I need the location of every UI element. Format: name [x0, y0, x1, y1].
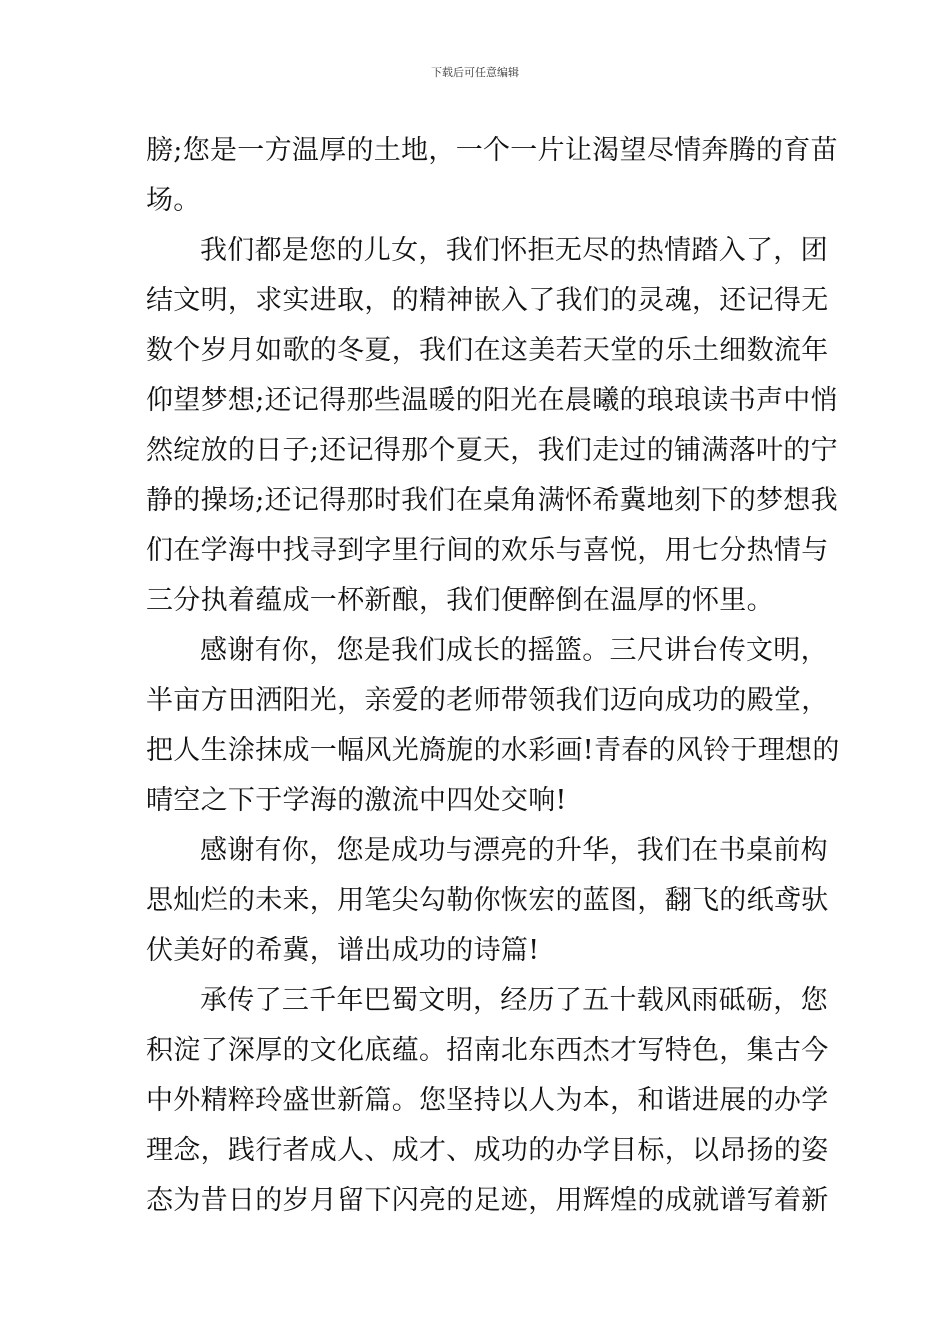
page-header: 下载后可任意编辑: [431, 66, 519, 79]
text-line: 三分执着蕴成一杯新酿，我们便醉倒在温厚的怀里。: [146, 585, 774, 616]
paragraph-first-line: 感谢有你，您是成功与漂亮的升华，我们在书桌前构: [200, 835, 828, 866]
paragraph-first-line: 承传了三千年巴蜀文明，经历了五十载风雨砥砺，您: [200, 985, 828, 1016]
text-line: 然绽放的日子;还记得那个夏天，我们走过的铺满落叶的宁: [146, 435, 838, 466]
text-line: 场。: [146, 185, 201, 216]
document-body: [146, 126, 840, 1226]
text-line: 数个岁月如歌的冬夏，我们在这美若天堂的乐土细数流年: [146, 335, 829, 366]
text-line: 态为昔日的岁月留下闪亮的足迹，用辉煌的成就谱写着新: [146, 1185, 829, 1216]
paragraph-first-line: 我们都是您的儿女，我们怀拒无尽的热情踏入了，团: [200, 235, 828, 266]
text-line: 们在学海中找寻到字里行间的欢乐与喜悦，用七分热情与: [146, 535, 829, 566]
paragraph-first-line: 感谢有你，您是我们成长的摇篮。三尺讲台传文明，: [200, 635, 828, 666]
text-line: 静的操场;还记得那时我们在桌角满怀希冀地刻下的梦想我: [146, 485, 838, 516]
text-line: 半亩方田洒阳光，亲爱的老师带领我们迈向成功的殿堂，: [146, 685, 829, 716]
text-line: 把人生涂抹成一幅风光旖旎的水彩画!青春的风铃于理想的: [146, 735, 840, 766]
text-line: 结文明，求实进取，的精神嵌入了我们的灵魂，还记得无: [146, 285, 829, 316]
text-line: 思灿烂的未来，用笔尖勾勒你恢宏的蓝图，翻飞的纸鸢驮: [146, 885, 829, 916]
text-line: 膀;您是一方温厚的土地，一个一片让渴望尽情奔腾的育苗: [146, 135, 838, 166]
text-line: 伏美好的希冀，谱出成功的诗篇!: [146, 935, 540, 966]
text-line: 积淀了深厚的文化底蕴。招南北东西杰才写特色，集古今: [146, 1035, 829, 1066]
text-line: 晴空之下于学海的激流中四处交响!: [146, 785, 567, 816]
text-line: 理念，践行者成人、成才、成功的办学目标，以昂扬的姿: [146, 1135, 829, 1166]
text-line: 中外精粹玲盛世新篇。您坚持以人为本，和谐进展的办学: [146, 1085, 829, 1116]
text-line: 仰望梦想;还记得那些温暖的阳光在晨曦的琅琅读书声中悄: [146, 385, 838, 416]
